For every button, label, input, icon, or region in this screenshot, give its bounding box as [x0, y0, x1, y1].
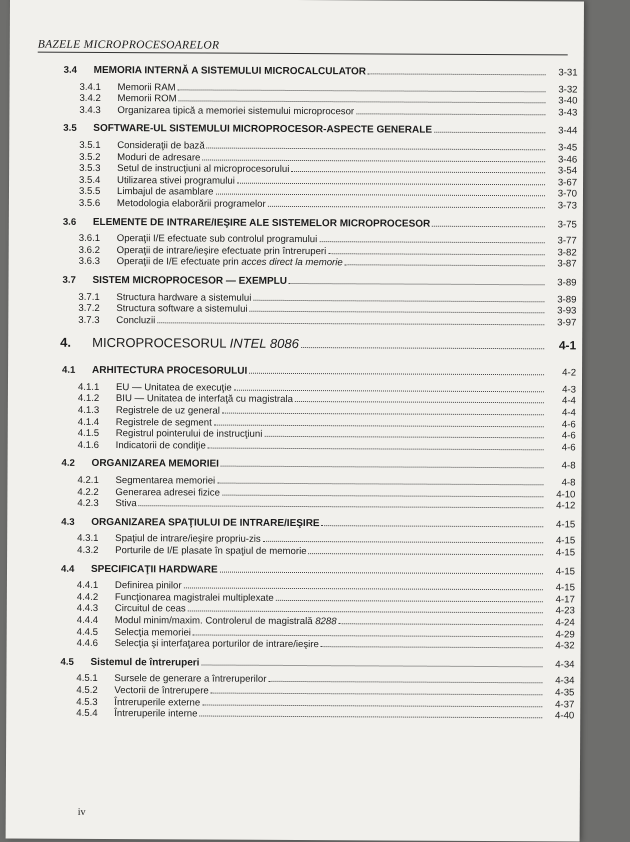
entry-number: 3.7.2 [78, 302, 100, 315]
book-page [6, 0, 584, 841]
entry-number: 4.4.1 [76, 580, 99, 592]
entry-title [117, 256, 343, 269]
page-number: 4-34 [555, 659, 575, 671]
page-folio: iv [77, 806, 86, 818]
entry-title: Structura software a sistemului [116, 303, 248, 315]
table-of-contents [34, 64, 578, 722]
entry-title: Registrele de uz general [115, 405, 220, 417]
entry-title: Vectorii de întrerupere [114, 684, 209, 697]
entry-number: 4.4.5 [76, 626, 99, 638]
entry-number: 4.2.2 [77, 486, 99, 498]
entry-number: 3.5.6 [78, 197, 101, 209]
entry-number: 4.4.4 [76, 614, 99, 626]
entry-title: Registrul pointerului de instrucţiuni [115, 428, 263, 441]
entry-title: Limbajul de asamblare [116, 186, 214, 198]
entry-title: Operaţii I/E efectuate sub controlul programului [116, 233, 318, 246]
entry-number: 3.6.2 [78, 244, 101, 256]
section-number: 3.4 [63, 64, 78, 76]
chapter-number: 4. [60, 335, 72, 351]
entry-number: 4.4.3 [76, 603, 99, 615]
page-number: 3-43 [558, 107, 578, 119]
entry-title: Memorii ROM [117, 93, 177, 105]
entry-number: 4.1.2 [77, 393, 100, 405]
page-number: 3-40 [558, 95, 578, 107]
page-number: 4-15 [555, 535, 576, 547]
entry-title: Selecţia şi interfaţarea porturilor de intrare/ieşire [114, 638, 319, 651]
page-number: 4-10 [556, 488, 576, 501]
leader-dots [221, 466, 544, 469]
entry-number: 4.5.2 [76, 684, 98, 696]
page-number: 4-15 [555, 547, 576, 559]
entry-number: 3.5.2 [79, 151, 101, 163]
entry-number: 3.7.1 [78, 291, 100, 303]
page-number: 4-4 [561, 407, 576, 419]
page-number: 4-15 [556, 519, 576, 531]
section-number: 4.1 [62, 365, 76, 377]
entry-number: 3.5.3 [79, 163, 101, 175]
entry-title: Organizarea tipică a memoriei sistemului microprocesor [117, 104, 355, 118]
entry-number: 4.3.1 [77, 533, 99, 545]
section-number: 3.5 [63, 123, 77, 135]
page-number: 3-54 [557, 165, 578, 177]
entry-title: Moduri de adresare [117, 151, 201, 164]
entry-title: Circuitul de ceas [114, 603, 186, 615]
page-number: 4-6 [561, 442, 576, 454]
page-number: 3-46 [557, 153, 578, 166]
section-title: ELEMENTE DE INTRARE/IEŞIRE ALE SISTEMELOR MICROPROCESOR [92, 216, 431, 230]
entry-title: Registrele de segment [115, 416, 212, 429]
section-number: 3.7 [62, 274, 76, 286]
leader-dots [220, 571, 543, 574]
running-header: BAZELE MICROPROCESOARELOR [38, 39, 568, 56]
entry-number: 4.1.6 [77, 439, 100, 451]
entry-title: Generarea adresei fizice [115, 486, 220, 499]
page-number: 3-77 [557, 235, 577, 247]
page-number: 3-31 [558, 67, 578, 79]
entry-number: 3.6.3 [78, 256, 100, 268]
page-number: 4-6 [561, 419, 576, 431]
entry-number: 4.2.3 [77, 498, 99, 510]
entry-number: 4.1.4 [77, 416, 100, 428]
section-title: ORGANIZAREA SPAŢIULUI DE INTRARE/IEŞIRE [91, 516, 320, 529]
entry-title: Setul de instrucţiuni al microprocesorului [117, 163, 290, 176]
page-number: 4-15 [555, 565, 576, 578]
page-number: 4-6 [561, 430, 576, 442]
entry-number: 4.5.3 [76, 696, 98, 708]
entry-title: EU — Unitatea de execuţie [115, 381, 232, 394]
entry-title-italic: acces direct la memorie [241, 257, 343, 269]
leader-dots [199, 716, 542, 719]
toc-entry [34, 703, 575, 722]
entry-title: Definirea pinilor [114, 580, 182, 592]
entry-number: 3.5.1 [79, 139, 101, 151]
page-number: 4-24 [555, 617, 575, 629]
page-number: 4-12 [556, 500, 576, 512]
page-number: 3-87 [557, 258, 577, 270]
page-number: 4-32 [555, 640, 575, 652]
entry-number: 4.4.6 [76, 638, 98, 650]
entry-title: Operaţii de intrare/ieşire efectuate prin întreruperi [116, 244, 327, 257]
entry-number: 4.4.2 [76, 591, 99, 603]
leader-dots [201, 664, 542, 667]
page-number: 4-37 [555, 698, 575, 710]
section-number: 3.6 [62, 216, 77, 228]
toc-entry [36, 309, 577, 329]
entry-number: 3.7.3 [78, 314, 100, 326]
section-title: SISTEM MICROPROCESOR — EXEMPLU [92, 274, 288, 287]
entry-number: 4.2.1 [77, 474, 99, 487]
page-number: 3-73 [557, 200, 577, 212]
page-number: 3-32 [558, 83, 578, 96]
entry-number: 4.3.2 [77, 544, 99, 556]
section-title: ARHITECTURA PROCESORULUI [92, 365, 248, 378]
page-number: 3-45 [557, 142, 578, 154]
section-title: Sistemul de întreruperi [90, 656, 200, 669]
page-number: 3-67 [557, 177, 578, 189]
page-number: 4-17 [555, 594, 575, 606]
leader-dots [368, 73, 546, 75]
entry-number: 3.4.1 [79, 81, 101, 93]
entry-title: Metodologia elaborării programelor [116, 197, 266, 210]
entry-number: 4.5.4 [76, 707, 98, 720]
page-number: 3-44 [558, 125, 578, 137]
leader-dots [432, 225, 545, 227]
section-title: MEMORIA INTERNĂ A SISTEMULUI MICROCALCULATOR [93, 64, 367, 78]
toc-entry [37, 99, 578, 119]
page-number: 4-4 [561, 395, 576, 407]
page-number: 3-82 [557, 247, 577, 259]
toc-entry [37, 193, 577, 212]
entry-title: Indicatorii de condiţie [115, 439, 206, 452]
entry-title: Consideraţii de bază [117, 140, 205, 152]
page-number: 3-75 [557, 218, 577, 230]
page-number: 4-34 [555, 675, 575, 687]
page-number: 3-70 [557, 188, 578, 200]
page-number: 4-29 [555, 628, 575, 641]
chapter-title-text: MICROPROCESORUL [92, 335, 227, 351]
page-number: 3-89 [557, 277, 577, 289]
leader-dots [249, 373, 544, 376]
entry-title-italic: 8288 [315, 616, 337, 628]
entry-title: Concluzii [116, 314, 156, 326]
entry-number: 4.1.1 [77, 381, 100, 393]
entry-title: Spaţiul de intrare/ieşire propriu-zis [115, 533, 261, 546]
page-number: 4-23 [555, 605, 575, 617]
section-title: SPECIFICAŢII HARDWARE [90, 563, 218, 576]
page-number: 4-3 [562, 384, 576, 396]
entry-title: Întreruperile interne [114, 708, 198, 720]
entry-title-text: Operaţii de I/E efectuate prin [116, 256, 239, 269]
toc-entry [35, 493, 576, 512]
page-number: 3-97 [557, 317, 577, 329]
section-number: 4.2 [61, 458, 75, 470]
entry-title: Sursele de generare a întreruperilor [114, 673, 267, 686]
leader-dots [434, 132, 545, 134]
entry-number: 4.5.1 [76, 673, 98, 685]
section-number: 4.5 [60, 656, 74, 668]
section-number: 4.4 [60, 563, 75, 575]
leader-dots [322, 525, 544, 527]
entry-title: Întreruperile externe [114, 696, 201, 709]
entry-number: 3.4.2 [79, 93, 101, 105]
page-number: 3-93 [557, 305, 577, 317]
entry-title: Stiva [115, 498, 137, 510]
entry-number: 3.4.3 [79, 104, 101, 116]
entry-title: BIU — Unitatea de interfaţă cu magistrala [115, 393, 293, 406]
toc-entry [37, 251, 577, 270]
entry-title: Funcţionarea magistralei multiplexate [114, 591, 274, 604]
entry-title: Segmentarea memoriei [115, 475, 216, 487]
page-number: 4-35 [555, 687, 575, 699]
toc-chapter [36, 333, 576, 356]
chapter-title [92, 333, 299, 354]
leader-dots [289, 283, 545, 285]
toc-entry [35, 633, 575, 652]
entry-number: 3.5.4 [79, 174, 101, 186]
entry-title: Memorii RAM [117, 81, 176, 93]
entry-title: Selecţia memoriei [114, 626, 191, 639]
page-number: 4-2 [562, 367, 577, 379]
toc-entry [35, 540, 576, 559]
page-number: 4-8 [561, 477, 576, 489]
entry-title: Structura hardware a sistemului [116, 291, 252, 304]
page-number: 4-1 [558, 338, 577, 353]
page-number: 4-15 [555, 582, 575, 594]
entry-number: 3.5.5 [78, 186, 101, 198]
entry-number: 4.1.5 [77, 428, 100, 440]
section-title: ORGANIZAREA MEMORIEI [91, 458, 220, 471]
entry-title-text: Modul minim/maxim. Controlerul de magistrală [114, 615, 313, 628]
entry-number: 3.6.1 [78, 232, 101, 245]
page-number: 4-40 [555, 710, 575, 722]
entry-title: Porturile de I/E plasate în spaţiul de memorie [115, 545, 307, 558]
page-number: 3-89 [557, 293, 577, 305]
section-number: 4.3 [61, 516, 75, 528]
toc-entry [36, 434, 576, 454]
page-number: 4-8 [561, 460, 576, 472]
entry-number: 4.1.3 [77, 404, 100, 417]
entry-title: Utilizarea stivei programului [117, 174, 235, 187]
section-title: SOFTWARE-UL SISTEMULUI MICROPROCESOR-ASPECTE GENERALE [93, 123, 433, 137]
chapter-title-italic: INTEL 8086 [229, 335, 299, 352]
leader-dots [301, 347, 544, 349]
